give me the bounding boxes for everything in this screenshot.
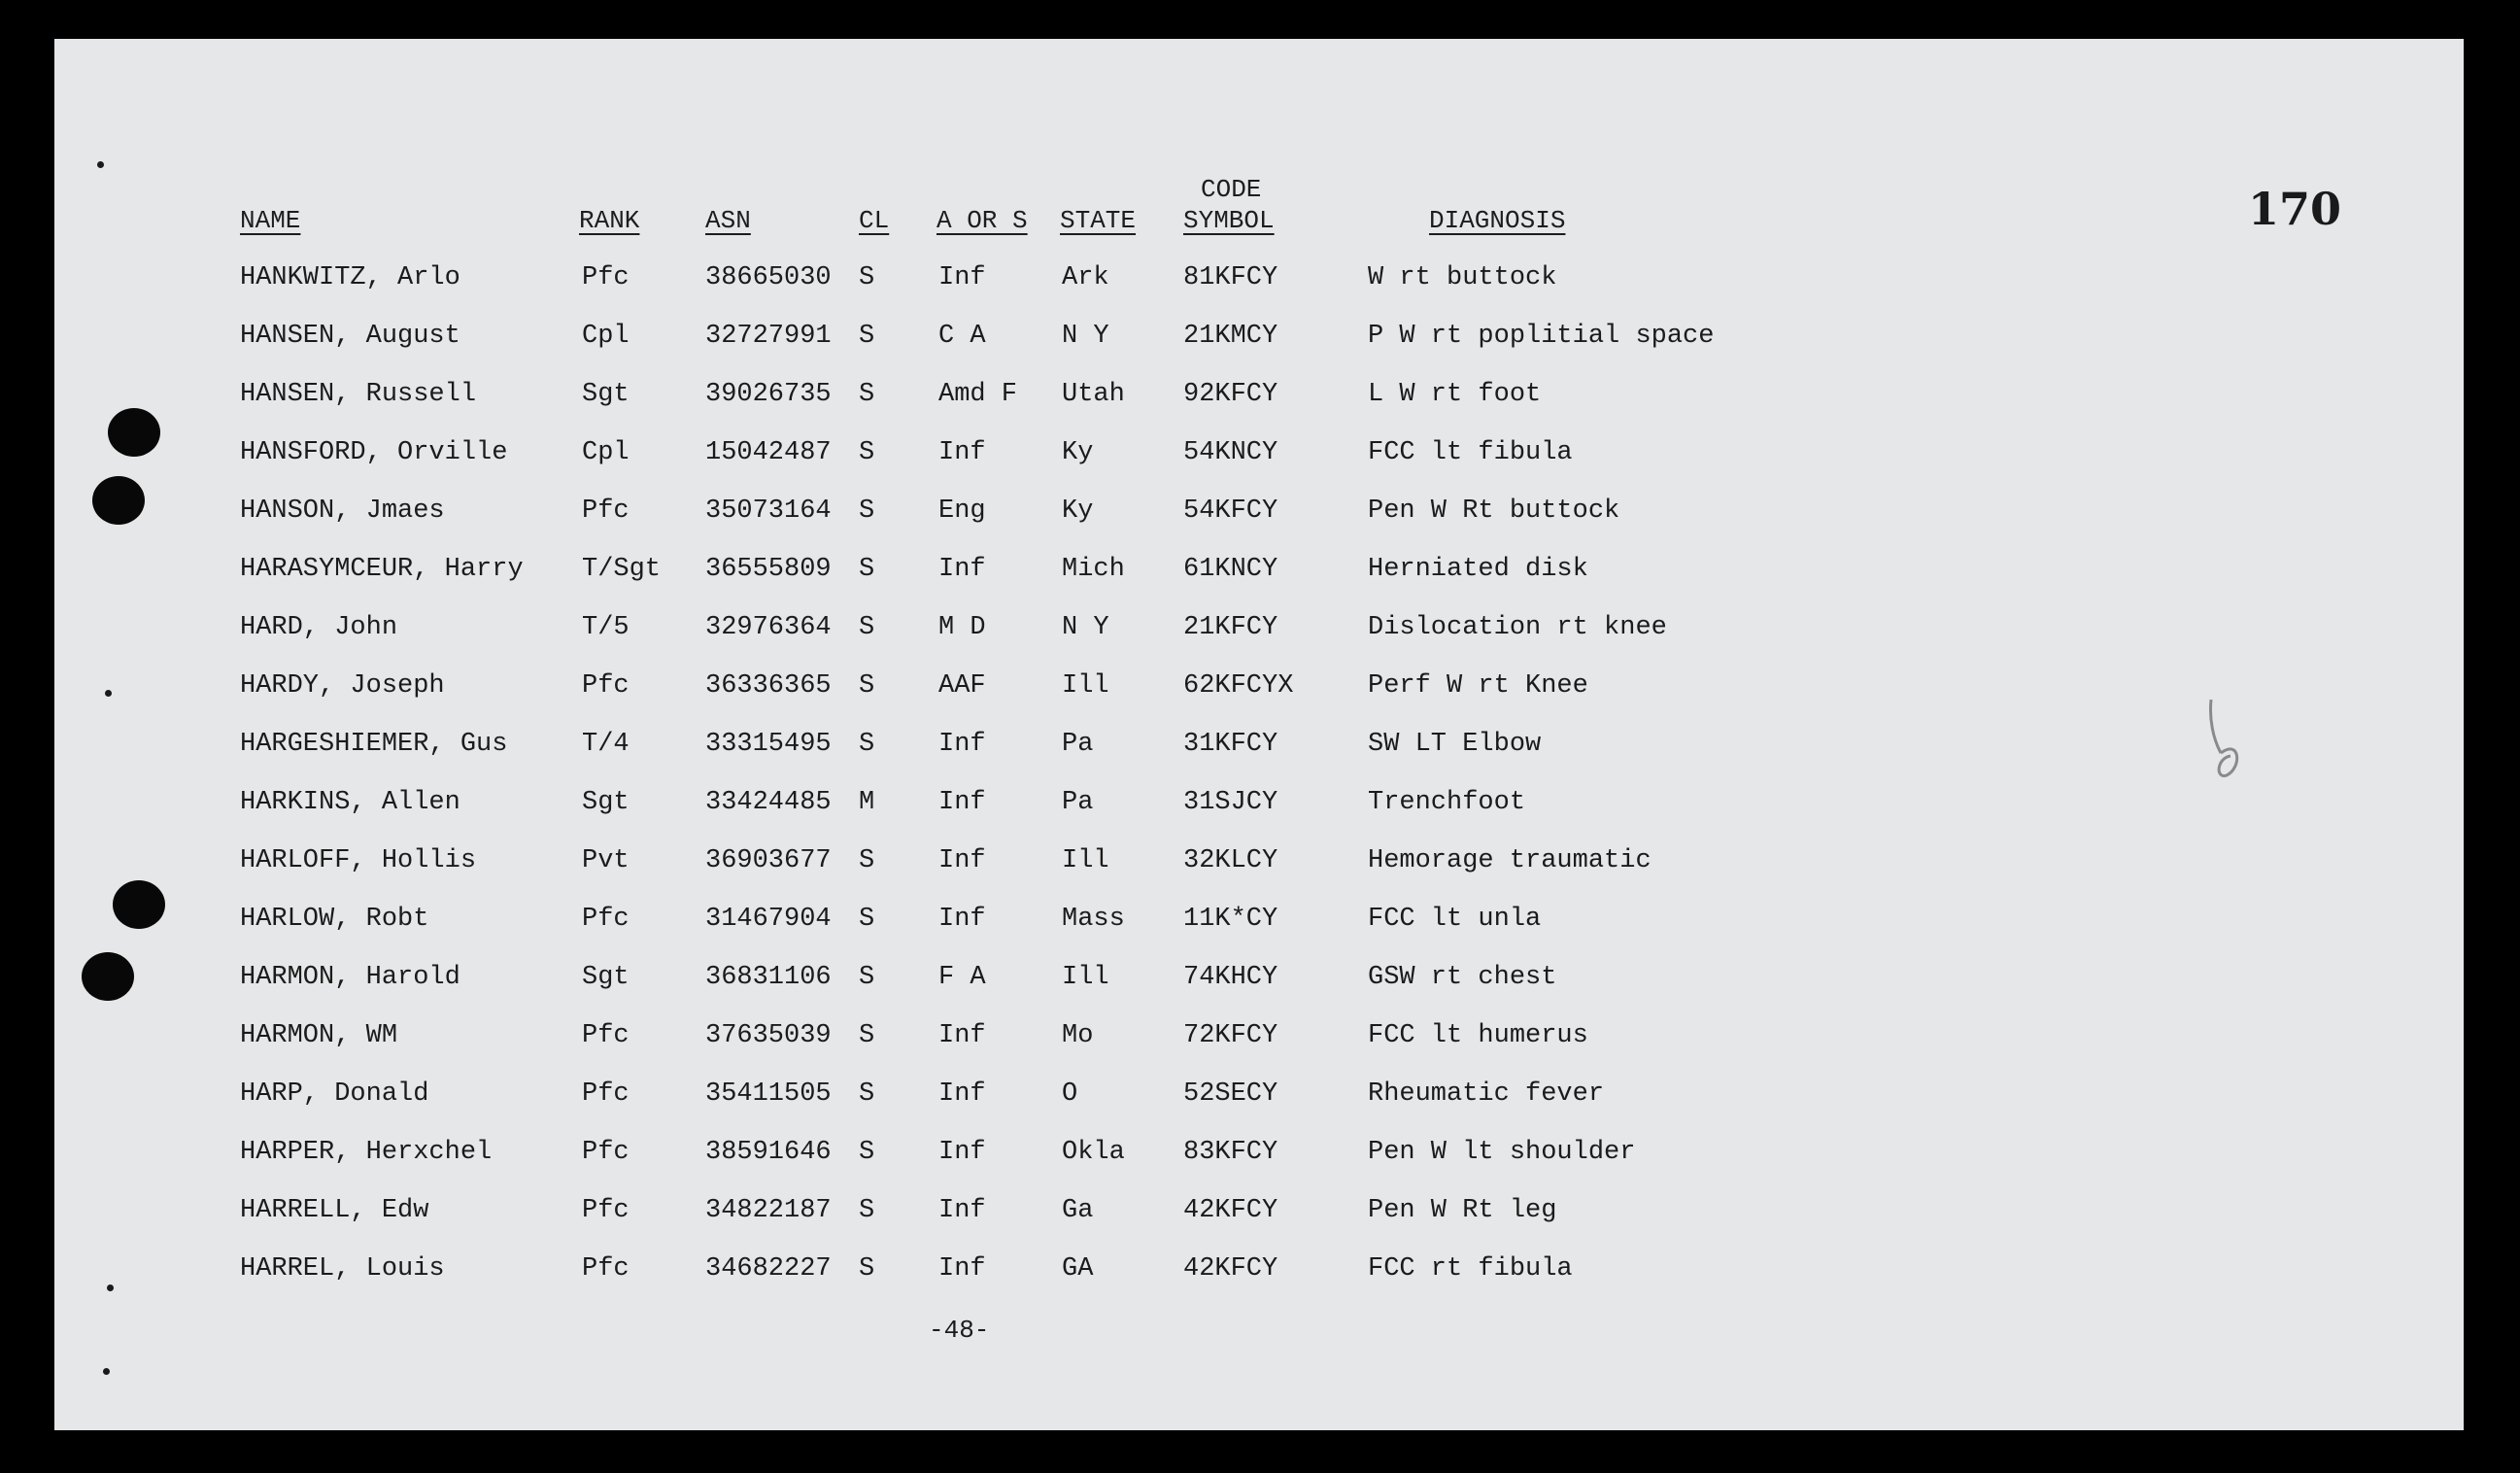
header-code: CODE bbox=[1201, 175, 1262, 204]
cell-cl: S bbox=[859, 1021, 875, 1050]
cell-rank: Pfc bbox=[582, 905, 630, 934]
cell-cl: S bbox=[859, 671, 875, 701]
speck bbox=[105, 690, 112, 697]
table-row bbox=[54, 725, 2464, 764]
cell-rank: Pfc bbox=[582, 1254, 630, 1284]
cell-code: 62KFCYX bbox=[1183, 671, 1294, 701]
cell-rank: Pfc bbox=[582, 671, 630, 701]
cell-cl: S bbox=[859, 613, 875, 642]
table-row bbox=[54, 783, 2464, 822]
cell-asn: 35073164 bbox=[705, 497, 832, 526]
cell-a-or-s: Inf bbox=[938, 846, 986, 875]
header-symbol: SYMBOL bbox=[1183, 206, 1275, 235]
cell-name: HARPER, Herxchel bbox=[240, 1138, 493, 1167]
cell-diagnosis: P W rt poplitial space bbox=[1368, 322, 1715, 351]
cell-asn: 33315495 bbox=[705, 730, 832, 759]
cell-rank: T/Sgt bbox=[582, 555, 662, 584]
punch-hole bbox=[108, 408, 160, 457]
cell-name: HARP, Donald bbox=[240, 1079, 429, 1109]
cell-state: Mo bbox=[1062, 1021, 1094, 1050]
cell-code: 42KFCY bbox=[1183, 1196, 1278, 1225]
cell-asn: 34822187 bbox=[705, 1196, 832, 1225]
cell-cl: S bbox=[859, 846, 875, 875]
cell-rank: T/5 bbox=[582, 613, 630, 642]
cell-state: GA bbox=[1062, 1254, 1094, 1284]
cell-name: HARDY, Joseph bbox=[240, 671, 445, 701]
cell-state: Utah bbox=[1062, 380, 1125, 409]
punch-hole bbox=[92, 476, 145, 525]
cell-a-or-s: Inf bbox=[938, 1254, 986, 1284]
cell-rank: Pfc bbox=[582, 263, 630, 292]
cell-code: 42KFCY bbox=[1183, 1254, 1278, 1284]
cell-a-or-s: Inf bbox=[938, 263, 986, 292]
cell-a-or-s: C A bbox=[938, 322, 986, 351]
header-diagnosis: DIAGNOSIS bbox=[1429, 206, 1566, 235]
cell-state: N Y bbox=[1062, 613, 1109, 642]
table-row bbox=[54, 1250, 2464, 1288]
table-row bbox=[54, 667, 2464, 705]
cell-diagnosis: Dislocation rt knee bbox=[1368, 613, 1667, 642]
cell-a-or-s: Inf bbox=[938, 1079, 986, 1109]
cell-state: Ky bbox=[1062, 438, 1094, 467]
header-name: NAME bbox=[240, 206, 301, 235]
table-row bbox=[54, 492, 2464, 531]
cell-diagnosis: FCC rt fibula bbox=[1368, 1254, 1573, 1284]
cell-code: 81KFCY bbox=[1183, 263, 1278, 292]
cell-cl: S bbox=[859, 1254, 875, 1284]
cell-diagnosis: Herniated disk bbox=[1368, 555, 1588, 584]
table-row bbox=[54, 900, 2464, 939]
cell-a-or-s: Inf bbox=[938, 1021, 986, 1050]
cell-a-or-s: Inf bbox=[938, 438, 986, 467]
table-row bbox=[54, 258, 2464, 297]
cell-diagnosis: GSW rt chest bbox=[1368, 963, 1557, 992]
cell-name: HARASYMCEUR, Harry bbox=[240, 555, 524, 584]
cell-state: Mich bbox=[1062, 555, 1125, 584]
header-rank: RANK bbox=[579, 206, 640, 235]
cell-cl: S bbox=[859, 1138, 875, 1167]
cell-cl: S bbox=[859, 497, 875, 526]
document-sheet bbox=[54, 39, 2464, 1430]
cell-asn: 32976364 bbox=[705, 613, 832, 642]
cell-diagnosis: Perf W rt Knee bbox=[1368, 671, 1588, 701]
cell-code: 21KMCY bbox=[1183, 322, 1278, 351]
cell-code: 54KFCY bbox=[1183, 497, 1278, 526]
cell-diagnosis: Trenchfoot bbox=[1368, 788, 1526, 817]
speck bbox=[97, 161, 104, 168]
cell-diagnosis: Pen W Rt leg bbox=[1368, 1196, 1557, 1225]
cell-name: HARMON, Harold bbox=[240, 963, 460, 992]
cell-a-or-s: M D bbox=[938, 613, 986, 642]
cell-name: HARREL, Louis bbox=[240, 1254, 445, 1284]
cell-a-or-s: F A bbox=[938, 963, 986, 992]
cell-state: Pa bbox=[1062, 730, 1094, 759]
cell-asn: 32727991 bbox=[705, 322, 832, 351]
cell-a-or-s: Inf bbox=[938, 1196, 986, 1225]
cell-rank: Sgt bbox=[582, 788, 630, 817]
cell-rank: Sgt bbox=[582, 963, 630, 992]
cell-code: 54KNCY bbox=[1183, 438, 1278, 467]
cell-asn: 38591646 bbox=[705, 1138, 832, 1167]
cell-code: 21KFCY bbox=[1183, 613, 1278, 642]
cell-cl: S bbox=[859, 905, 875, 934]
cell-code: 92KFCY bbox=[1183, 380, 1278, 409]
cell-code: 52SECY bbox=[1183, 1079, 1278, 1109]
cell-asn: 31467904 bbox=[705, 905, 832, 934]
cell-a-or-s: Inf bbox=[938, 555, 986, 584]
cell-asn: 36903677 bbox=[705, 846, 832, 875]
cell-rank: Pfc bbox=[582, 1196, 630, 1225]
cell-a-or-s: Inf bbox=[938, 905, 986, 934]
cell-asn: 36555809 bbox=[705, 555, 832, 584]
cell-code: 11K*CY bbox=[1183, 905, 1278, 934]
cell-state: Okla bbox=[1062, 1138, 1125, 1167]
page-footer: -48- bbox=[929, 1316, 990, 1345]
cell-a-or-s: AAF bbox=[938, 671, 986, 701]
cell-name: HANSEN, August bbox=[240, 322, 460, 351]
cell-name: HARRELL, Edw bbox=[240, 1196, 429, 1225]
cell-state: Mass bbox=[1062, 905, 1125, 934]
cell-name: HARGESHIEMER, Gus bbox=[240, 730, 508, 759]
cell-a-or-s: Inf bbox=[938, 1138, 986, 1167]
cell-diagnosis: L W rt foot bbox=[1368, 380, 1542, 409]
cell-cl: S bbox=[859, 438, 875, 467]
punch-hole bbox=[82, 952, 134, 1001]
cell-code: 32KLCY bbox=[1183, 846, 1278, 875]
cell-asn: 15042487 bbox=[705, 438, 832, 467]
cell-cl: S bbox=[859, 263, 875, 292]
cell-code: 31KFCY bbox=[1183, 730, 1278, 759]
cell-diagnosis: Pen W lt shoulder bbox=[1368, 1138, 1636, 1167]
cell-name: HANSON, Jmaes bbox=[240, 497, 445, 526]
table-row bbox=[54, 1191, 2464, 1230]
cell-state: Ky bbox=[1062, 497, 1094, 526]
cell-rank: Pfc bbox=[582, 1138, 630, 1167]
punch-hole bbox=[113, 880, 165, 929]
cell-cl: M bbox=[859, 788, 875, 817]
table-row bbox=[54, 317, 2464, 356]
table-row bbox=[54, 841, 2464, 880]
cell-rank: Pfc bbox=[582, 497, 630, 526]
header-asn: ASN bbox=[705, 206, 751, 235]
cell-diagnosis: SW LT Elbow bbox=[1368, 730, 1542, 759]
cell-asn: 34682227 bbox=[705, 1254, 832, 1284]
table-row bbox=[54, 608, 2464, 647]
cell-cl: S bbox=[859, 963, 875, 992]
cell-name: HARLOW, Robt bbox=[240, 905, 429, 934]
cell-asn: 37635039 bbox=[705, 1021, 832, 1050]
cell-diagnosis: W rt buttock bbox=[1368, 263, 1557, 292]
table-row bbox=[54, 1133, 2464, 1172]
cell-state: Ill bbox=[1062, 671, 1109, 701]
cell-asn: 35411505 bbox=[705, 1079, 832, 1109]
cell-a-or-s: Inf bbox=[938, 788, 986, 817]
cell-state: Pa bbox=[1062, 788, 1094, 817]
cell-asn: 36336365 bbox=[705, 671, 832, 701]
cell-asn: 38665030 bbox=[705, 263, 832, 292]
table-row bbox=[54, 1016, 2464, 1055]
cell-cl: S bbox=[859, 322, 875, 351]
cell-name: HANKWITZ, Arlo bbox=[240, 263, 460, 292]
cell-state: O bbox=[1062, 1079, 1078, 1109]
cell-state: Ill bbox=[1062, 963, 1109, 992]
speck bbox=[103, 1368, 110, 1375]
table-row bbox=[54, 958, 2464, 997]
cell-asn: 36831106 bbox=[705, 963, 832, 992]
speck bbox=[107, 1285, 114, 1291]
cell-cl: S bbox=[859, 1079, 875, 1109]
cell-asn: 33424485 bbox=[705, 788, 832, 817]
table-row bbox=[54, 550, 2464, 589]
cell-state: Ill bbox=[1062, 846, 1109, 875]
cell-code: 31SJCY bbox=[1183, 788, 1278, 817]
cell-name: HARD, John bbox=[240, 613, 398, 642]
pencil-mark bbox=[2192, 661, 2260, 787]
header-a-or-s: A OR S bbox=[936, 206, 1028, 235]
cell-diagnosis: FCC lt unla bbox=[1368, 905, 1542, 934]
cell-name: HARLOFF, Hollis bbox=[240, 846, 477, 875]
cell-a-or-s: Inf bbox=[938, 730, 986, 759]
cell-cl: S bbox=[859, 555, 875, 584]
table-row bbox=[54, 433, 2464, 472]
cell-code: 83KFCY bbox=[1183, 1138, 1278, 1167]
cell-state: Ga bbox=[1062, 1196, 1094, 1225]
table-row bbox=[54, 1075, 2464, 1113]
cell-diagnosis: FCC lt fibula bbox=[1368, 438, 1573, 467]
cell-code: 72KFCY bbox=[1183, 1021, 1278, 1050]
cell-cl: S bbox=[859, 730, 875, 759]
cell-code: 61KNCY bbox=[1183, 555, 1278, 584]
cell-state: Ark bbox=[1062, 263, 1109, 292]
cell-a-or-s: Amd F bbox=[938, 380, 1018, 409]
header-state: STATE bbox=[1060, 206, 1137, 235]
cell-cl: S bbox=[859, 380, 875, 409]
cell-diagnosis: FCC lt humerus bbox=[1368, 1021, 1588, 1050]
cell-diagnosis: Pen W Rt buttock bbox=[1368, 497, 1620, 526]
cell-name: HANSEN, Russell bbox=[240, 380, 477, 409]
page-number: 170 bbox=[2248, 183, 2342, 235]
header-cl: CL bbox=[859, 206, 890, 235]
cell-rank: Sgt bbox=[582, 380, 630, 409]
cell-code: 74KHCY bbox=[1183, 963, 1278, 992]
table-row bbox=[54, 375, 2464, 414]
cell-rank: Pvt bbox=[582, 846, 630, 875]
cell-cl: S bbox=[859, 1196, 875, 1225]
cell-asn: 39026735 bbox=[705, 380, 832, 409]
cell-rank: Cpl bbox=[582, 438, 630, 467]
cell-name: HANSFORD, Orville bbox=[240, 438, 508, 467]
cell-a-or-s: Eng bbox=[938, 497, 986, 526]
cell-rank: Pfc bbox=[582, 1079, 630, 1109]
cell-diagnosis: Rheumatic fever bbox=[1368, 1079, 1605, 1109]
cell-state: N Y bbox=[1062, 322, 1109, 351]
cell-rank: T/4 bbox=[582, 730, 630, 759]
cell-name: HARMON, WM bbox=[240, 1021, 398, 1050]
cell-diagnosis: Hemorage traumatic bbox=[1368, 846, 1652, 875]
cell-rank: Pfc bbox=[582, 1021, 630, 1050]
cell-name: HARKINS, Allen bbox=[240, 788, 460, 817]
cell-rank: Cpl bbox=[582, 322, 630, 351]
